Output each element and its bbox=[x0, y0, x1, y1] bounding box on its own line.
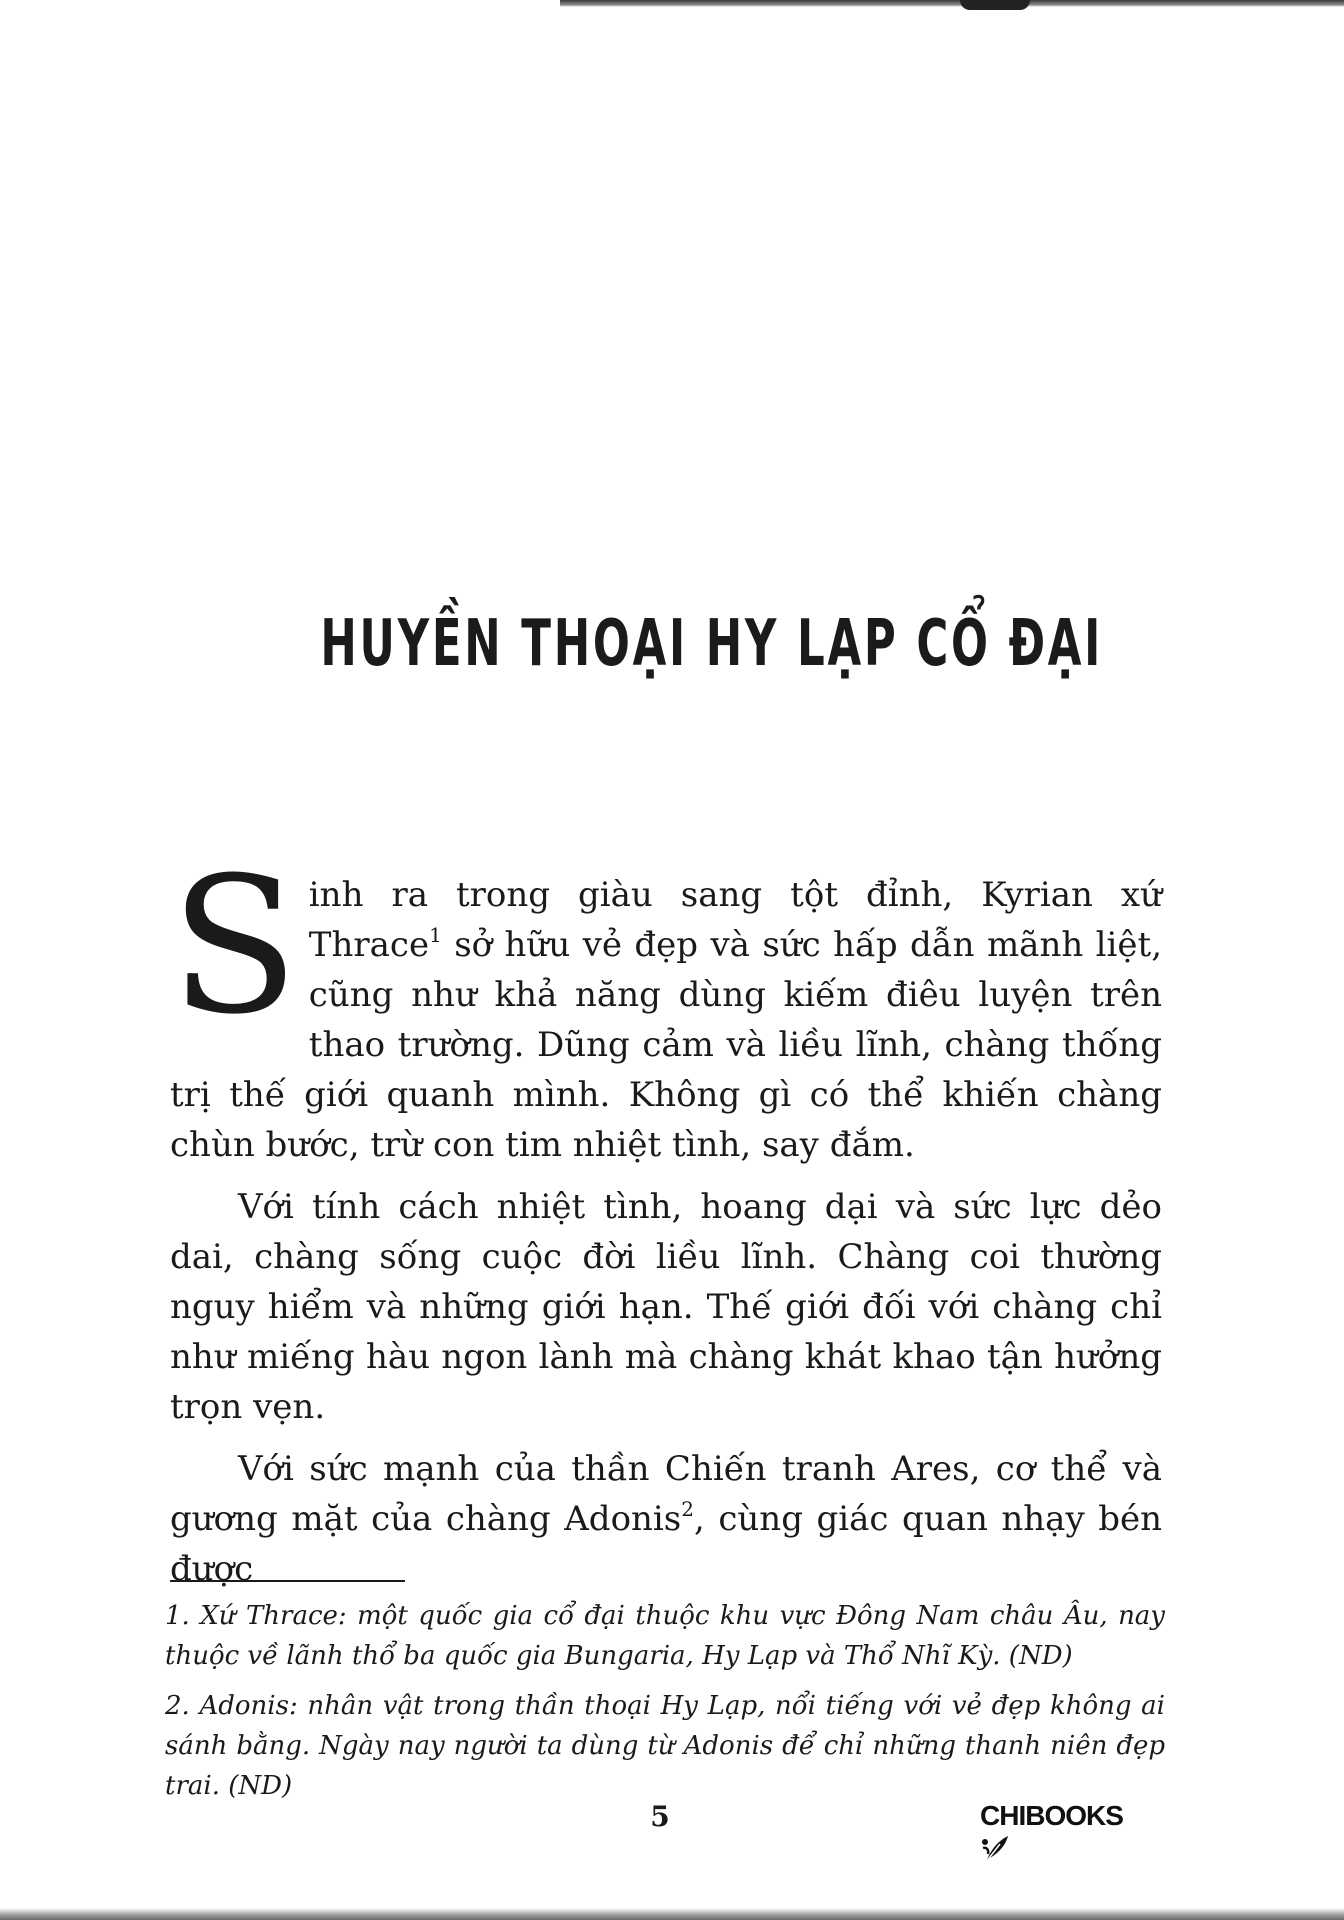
paragraph-2: Với tính cách nhiệt tình, hoang dại và sức lực dẻo dai, chàng sống cuộc đời liều lĩnh. Chàng coi thường nguy hiểm và những giới hạn. Thế giới đối với chàng chỉ như miếng hàu ngon lành mà chàng khát khao tận hưởng trọn vẹn. bbox=[170, 1187, 1162, 1427]
footnote-2: 2. Adonis: nhân vật trong thần thoại Hy Lạp, nổi tiếng với vẻ đẹp không ai sánh bằng. Ngày nay người ta dùng từ Adonis để chỉ những thanh niên đẹp trai. (ND) bbox=[165, 1691, 1165, 1801]
body-text bbox=[170, 837, 1162, 1606]
feather-logo-icon bbox=[980, 1832, 1014, 1866]
footnote-1: 1. Xứ Thrace: một quốc gia cổ đại thuộc khu vực Đông Nam châu Âu, nay thuộc về lãnh thổ ba quốc gia Bungaria, Hy Lạp và Thổ Nhĩ Kỳ. (ND) bbox=[165, 1601, 1165, 1671]
scan-edge-bottom bbox=[0, 1908, 1344, 1920]
page-number: 5 bbox=[650, 1800, 670, 1833]
paragraph-1 bbox=[170, 837, 1162, 1170]
paragraph-3-text-b: , cùng giác quan nhạy bén được bbox=[170, 1499, 1162, 1589]
publisher-name: CHIBOOKS bbox=[980, 1800, 1123, 1831]
scan-edge-top bbox=[560, 0, 1344, 7]
footnote-ref-2: 2 bbox=[681, 1497, 694, 1521]
paragraph-1-text-b: sở hữu vẻ đẹp và sức hấp dẫn mãnh liệt, cũng như khả năng dùng kiếm điêu luyện trên thao trường. Dũng cảm và liều lĩnh, chàng thống trị thế giới quanh mình. Không gì có thể khiến chàng chùn bước, trừ con tim nhiệt tình, say đắm. bbox=[170, 925, 1162, 1165]
paragraph-3 bbox=[170, 1444, 1162, 1594]
scan-edge-mark bbox=[960, 0, 1030, 10]
footnotes bbox=[165, 1596, 1165, 1816]
footnote-ref-1: 1 bbox=[429, 923, 442, 947]
paragraph-1-text-a: inh ra trong giàu sang tột đỉnh, Kyrian xứ Thrace bbox=[308, 875, 1162, 965]
publisher-logo bbox=[980, 1800, 1160, 1840]
chapter-title: HUYỀN THOẠI HY LẠP CỔ ĐẠI bbox=[320, 606, 1104, 681]
footnote-separator bbox=[170, 1580, 405, 1582]
drop-cap: S bbox=[170, 837, 299, 1056]
paragraph-3-text-a: Với sức mạnh của thần Chiến tranh Ares, cơ thể và gương mặt của chàng Adonis bbox=[170, 1449, 1162, 1539]
